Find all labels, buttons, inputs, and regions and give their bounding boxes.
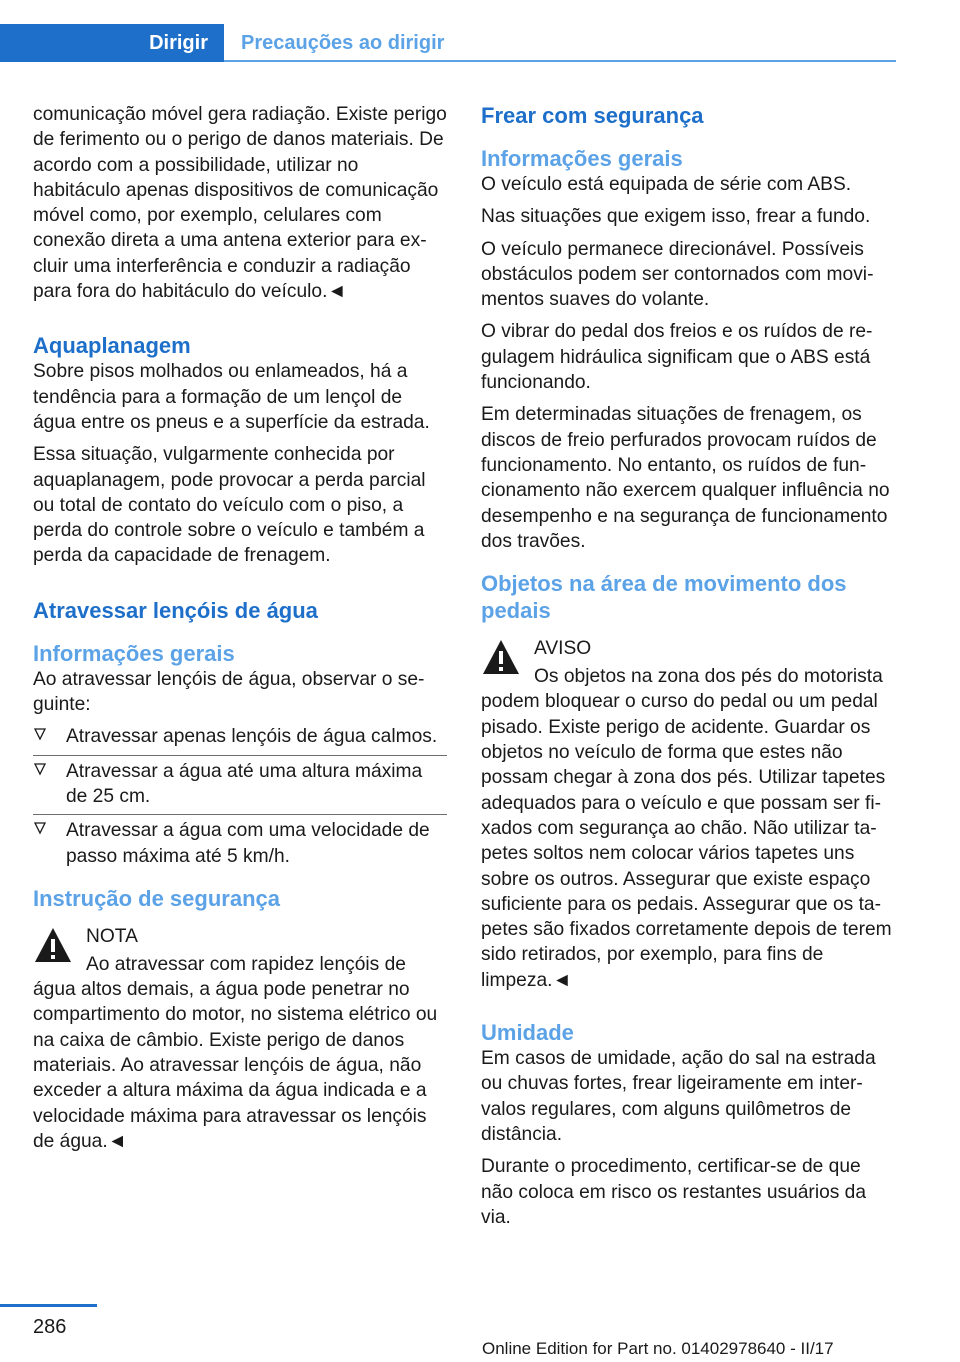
humidity-paragraph-1: Em casos de umidade, ação do sal na estrada ou chuvas fortes, frear ligeiramente em intervalos regulares, com alguns quilômetros de distância. [481,1048,876,1145]
note-text: Ao atravessar com rapidez lençóis de água altos demais, a água pode penetrar no compartimento do motor, no sistema elétrico ou na caixa de câmbio. Existe perigo de danos materiais. Ao atravessar lençóis de água, não exceder a altura máxima da água indicada e a velocidade máxima para atravessar os lençóis de água.◄ [33,953,438,1152]
humidity-paragraph-2: Durante o procedimento, certificar-se de que não coloca em risco os restantes usuários da via. [481,1156,867,1228]
warning-text: Os objetos na zona dos pés do motorista podem bloquear o curso do pedal ou um pedal pisado. Existe perigo de acidente. Guardar os objetos no veículo de forma que estes não possam chegar à zona dos pés. Utilizar tapetes adequados para o veículo e que possam ser fixados com segurança ao chão. Não utilizar tapetes soltos nem colocar vários tapetes uns sobre os outros. Assegurar que existe espaço suficiente para os pedais. Assegurar que os tapetes são fixados corretamente depois de terem sido retirados, por exemplo, para fins de limpeza.◄ [481,666,892,991]
note-label: NOTA [86,925,138,947]
aquaplaning-paragraph-1: Sobre pisos molhados ou enlameados, há a tendência para a formação de um lençol de água entre os pneus e a superfície da estrada. [33,361,430,433]
aquaplaning-heading: Aquaplanagem [33,333,191,359]
header-rule [224,60,896,62]
list-item [33,814,447,869]
footer-rule [0,1304,97,1307]
note-box [33,924,447,1154]
braking-paragraph-2: Nas situações que exigem isso, frear a fundo. [481,206,871,228]
warning-box [481,636,895,993]
chapter-tab[interactable]: Dirigir [0,24,224,62]
edition-text: Online Edition for Part no. 01402978640 - II/17 [482,1339,834,1358]
braking-paragraph-5: Em determinadas situações de frenagem, os discos de freio perfurados provocam ruídos de funcionamento. No entanto, os ruídos de funcionamento não exercem qualquer influência no desempenho e na segurança de funcionamento dos travões. [481,404,890,552]
triangle-bullet-icon [33,821,47,835]
braking-paragraph-4: O vibrar do pedal dos freios e os ruídos de regulagem hidráulica significam que o ABS está funcionando. [481,321,873,394]
water-crossing-list [33,724,447,868]
page-number: 286 [33,1316,67,1338]
water-crossing-intro: Ao atravessar lençóis de água, observar o seguinte: [33,668,425,716]
water-crossing-heading: Atravessar lençóis de água [33,597,318,623]
humidity-heading: Umidade [481,1020,574,1046]
list-item-text: Atravessar apenas lençóis de água calmos. [66,726,438,748]
braking-subheading: Informações gerais [481,146,683,171]
intro-paragraph: comunicação móvel gera radiação. Existe perigo de ferimento ou o perigo de danos materiais. De acordo com a possibilidade, utilizar no habitáculo apenas dispositivos de comunicação móvel como, por exemplo, celulares com conexão direta a uma antena exterior para excluir uma interferência e conduzir a radiação para fora do habitáculo do veículo.◄ [33,104,447,303]
safety-heading: Instrução de segurança [33,885,280,911]
list-item-text: Atravessar a água com uma velocidade de passo máxima até 5 km/h. [66,820,430,867]
triangle-bullet-icon [33,762,47,776]
triangle-bullet-icon [33,727,47,741]
list-item-text: Atravessar a água até uma altura máxima de 25 cm. [66,760,423,807]
list-item [33,724,447,749]
list-item [33,755,447,810]
braking-paragraph-3: O veículo permanece direcionável. Possíveis obstáculos podem ser contornados com movimentos suaves do volante. [481,238,874,311]
aquaplaning-paragraph-2: Essa situação, vulgarmente conhecida por aquaplanagem, pode provocar a perda parcial ou total de contato do veículo com o piso, a perda do controle sobre o veículo e também a perda da capacidade de frenagem. [33,444,426,567]
warning-triangle-icon [481,638,521,676]
section-tab[interactable]: Precauções ao dirigir [241,31,445,54]
page-header [0,0,960,62]
warning-label: AVISO [534,638,592,660]
water-crossing-subheading: Informações gerais [33,640,235,666]
braking-heading: Frear com segurança [481,103,704,128]
left-column [33,102,447,1161]
braking-paragraph-1: O veículo está equipada de série com ABS. [481,174,852,195]
right-column [481,102,895,1237]
warning-triangle-icon [33,926,73,964]
pedals-heading: Objetos na área de movimento dos pedais [481,571,847,624]
